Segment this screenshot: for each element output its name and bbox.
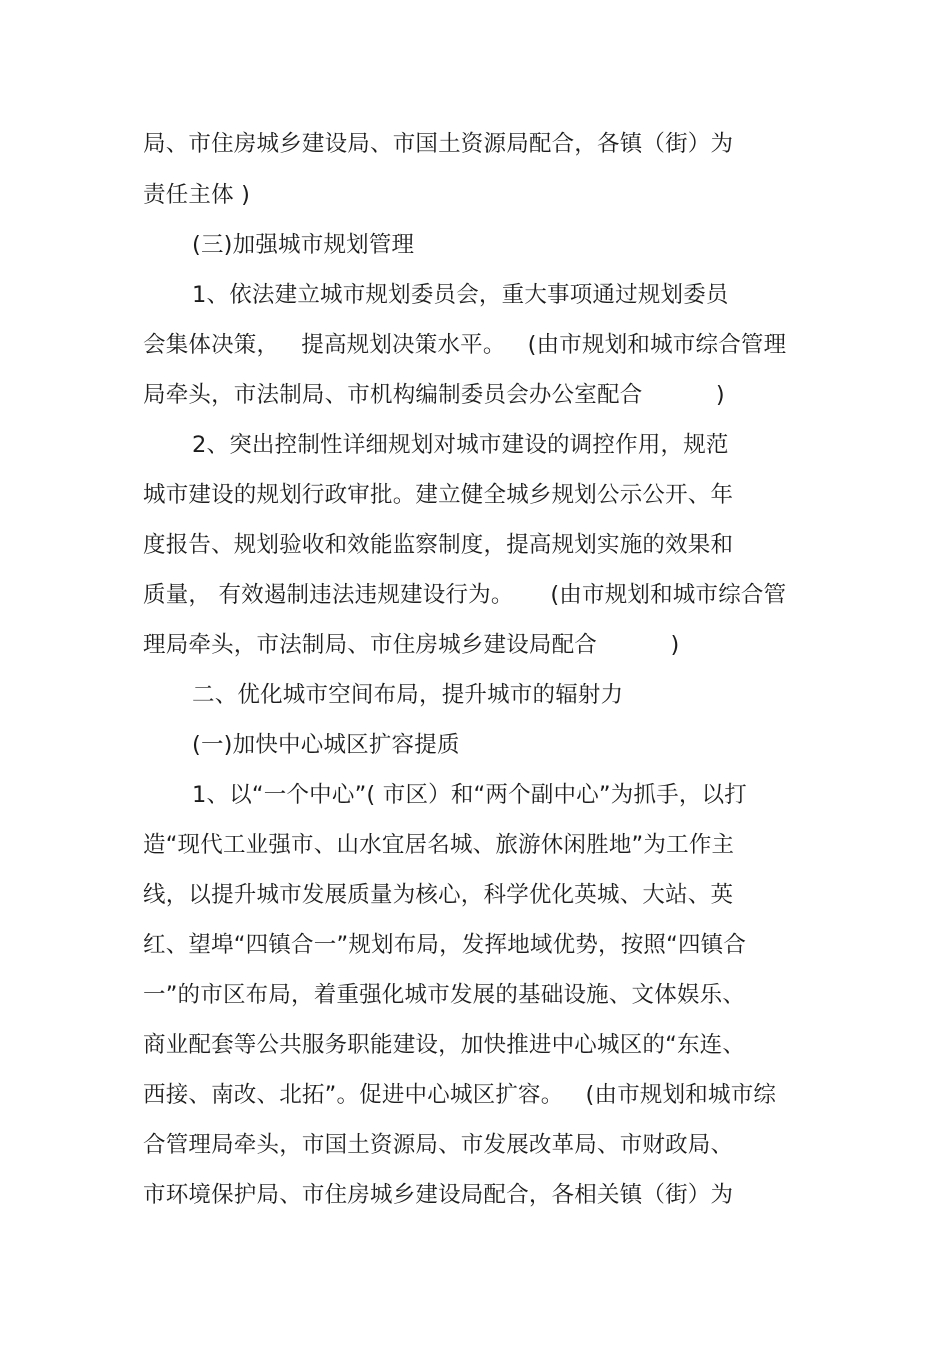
text-line-2: 责任主体 ) bbox=[143, 182, 251, 208]
text-line-10: 质量， 有效遏制违法违规建设行为。 (由市规划和城市综合管 bbox=[143, 582, 787, 608]
text-line-8: 城市建设的规划行政审批。建立健全城乡规划公示公开、年 bbox=[143, 482, 734, 508]
text-line-17: 红、望埠“四镇合一”规划布局，发挥地域优势，按照“四镇合 bbox=[143, 932, 747, 958]
text-line-18: 一”的市区布局，着重强化城市发展的基础设施、文体娱乐、 bbox=[143, 982, 746, 1008]
text-line-14: 1、以“一个中心”( 市区）和“两个副中心”为抓手，以打 bbox=[192, 782, 747, 808]
text-line-19: 商业配套等公共服务职能建设，加快推进中心城区的“东连、 bbox=[143, 1032, 746, 1058]
section-heading-2: 二、优化城市空间布局，提升城市的辐射力 bbox=[192, 682, 624, 708]
text-line-20: 西接、南改、北拓”。促进中心城区扩容。 (由市规划和城市综 bbox=[143, 1082, 777, 1108]
text-line-6: 局牵头，市法制局、市机构编制委员会办公室配合 ) bbox=[143, 382, 725, 408]
text-line-5: 会集体决策， 提高规划决策水平。 (由市规划和城市综合管理 bbox=[143, 332, 787, 358]
text-line-22: 市环境保护局、市住房城乡建设局配合，各相关镇（街）为 bbox=[143, 1182, 734, 1208]
section-heading-3: (三)加强城市规划管理 bbox=[192, 232, 415, 258]
section-heading-1: (一)加快中心城区扩容提质 bbox=[192, 732, 460, 758]
text-line-9: 度报告、规划验收和效能监察制度，提高规划实施的效果和 bbox=[143, 532, 734, 558]
text-line-4: 1、依法建立城市规划委员会，重大事项通过规划委员 bbox=[192, 282, 729, 308]
text-line-7: 2、突出控制性详细规划对城市建设的调控作用，规范 bbox=[192, 432, 729, 458]
text-line-21: 合管理局牵头，市国土资源局、市发展改革局、市财政局、 bbox=[143, 1132, 734, 1158]
text-line-15: 造“现代工业强市、山水宜居名城、旅游休闲胜地”为工作主 bbox=[143, 832, 735, 858]
text-line-11: 理局牵头，市法制局、市住房城乡建设局配合 ) bbox=[143, 632, 680, 658]
text-line-1: 局、市住房城乡建设局、市国土资源局配合，各镇（街）为 bbox=[143, 131, 734, 157]
text-line-16: 线，以提升城市发展质量为核心，科学优化英城、大站、英 bbox=[143, 882, 734, 908]
